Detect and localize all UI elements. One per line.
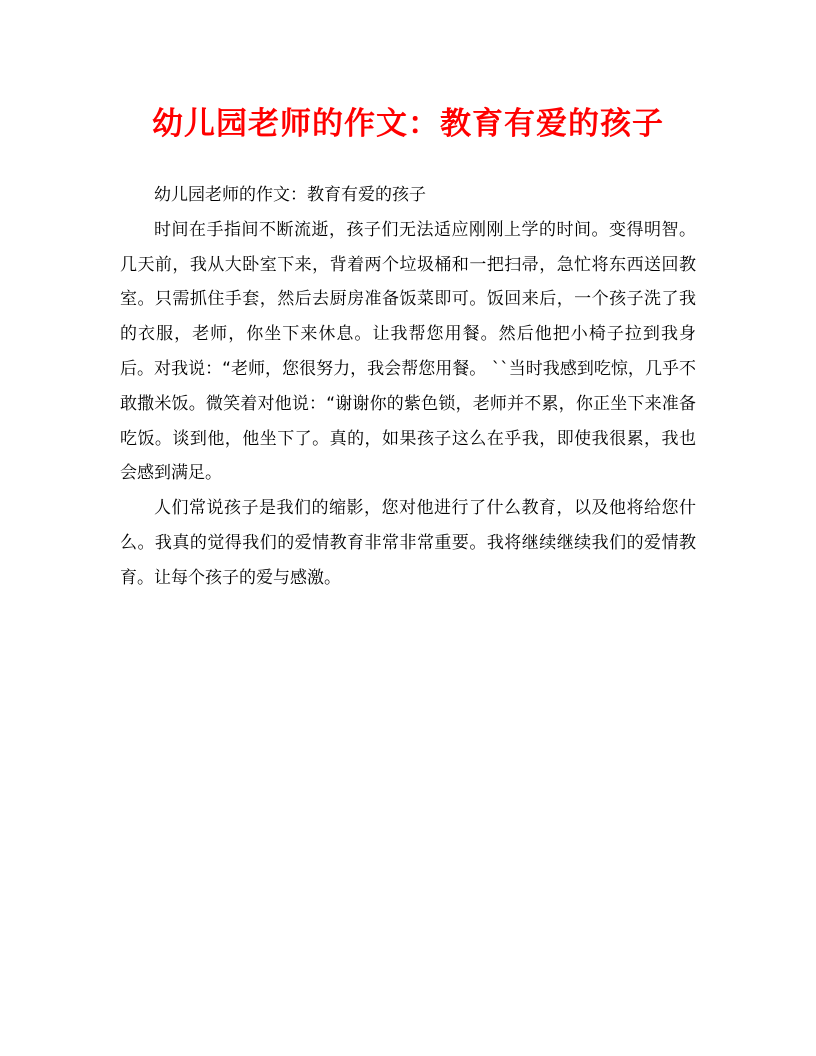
body-paragraph: 人们常说孩子是我们的缩影，您对他进行了什么教育，以及他将给您什么。我真的觉得我们的爱情教育非常非常重要。我将继续继续我们的爱情教育。让每个孩子的爱与感激。: [120, 498, 696, 588]
document-body: [120, 178, 696, 596]
body-paragraph: 时间在手指间不断流逝，孩子们无法适应刚刚上学的时间。变得明智。几天前，我从大卧室下来，背着两个垃圾桶和一把扫帚，急忙将东西送回教室。只需抓住手套，然后去厨房准备饭菜即可。饭回来后，一个孩子洗了我的衣服，老师，你坐下来休息。让我帮您用餐。然后他把小椅子拉到我身后。对我说：“老师，您很努力，我会帮您用餐。 ``当时我感到吃惊，几乎不敢撒米饭。微笑着对他说：“谢谢你的紫色锁，老师并不累，你正坐下来准备吃饭。谈到他，他坐下了。真的，如果孩子这么在乎我，即使我很累，我也会感到满足。: [120, 219, 696, 484]
page-title: 幼儿园老师的作文：教育有爱的孩子: [152, 106, 664, 142]
subtitle-paragraph: 幼儿园老师的作文：教育有爱的孩子: [154, 185, 426, 205]
